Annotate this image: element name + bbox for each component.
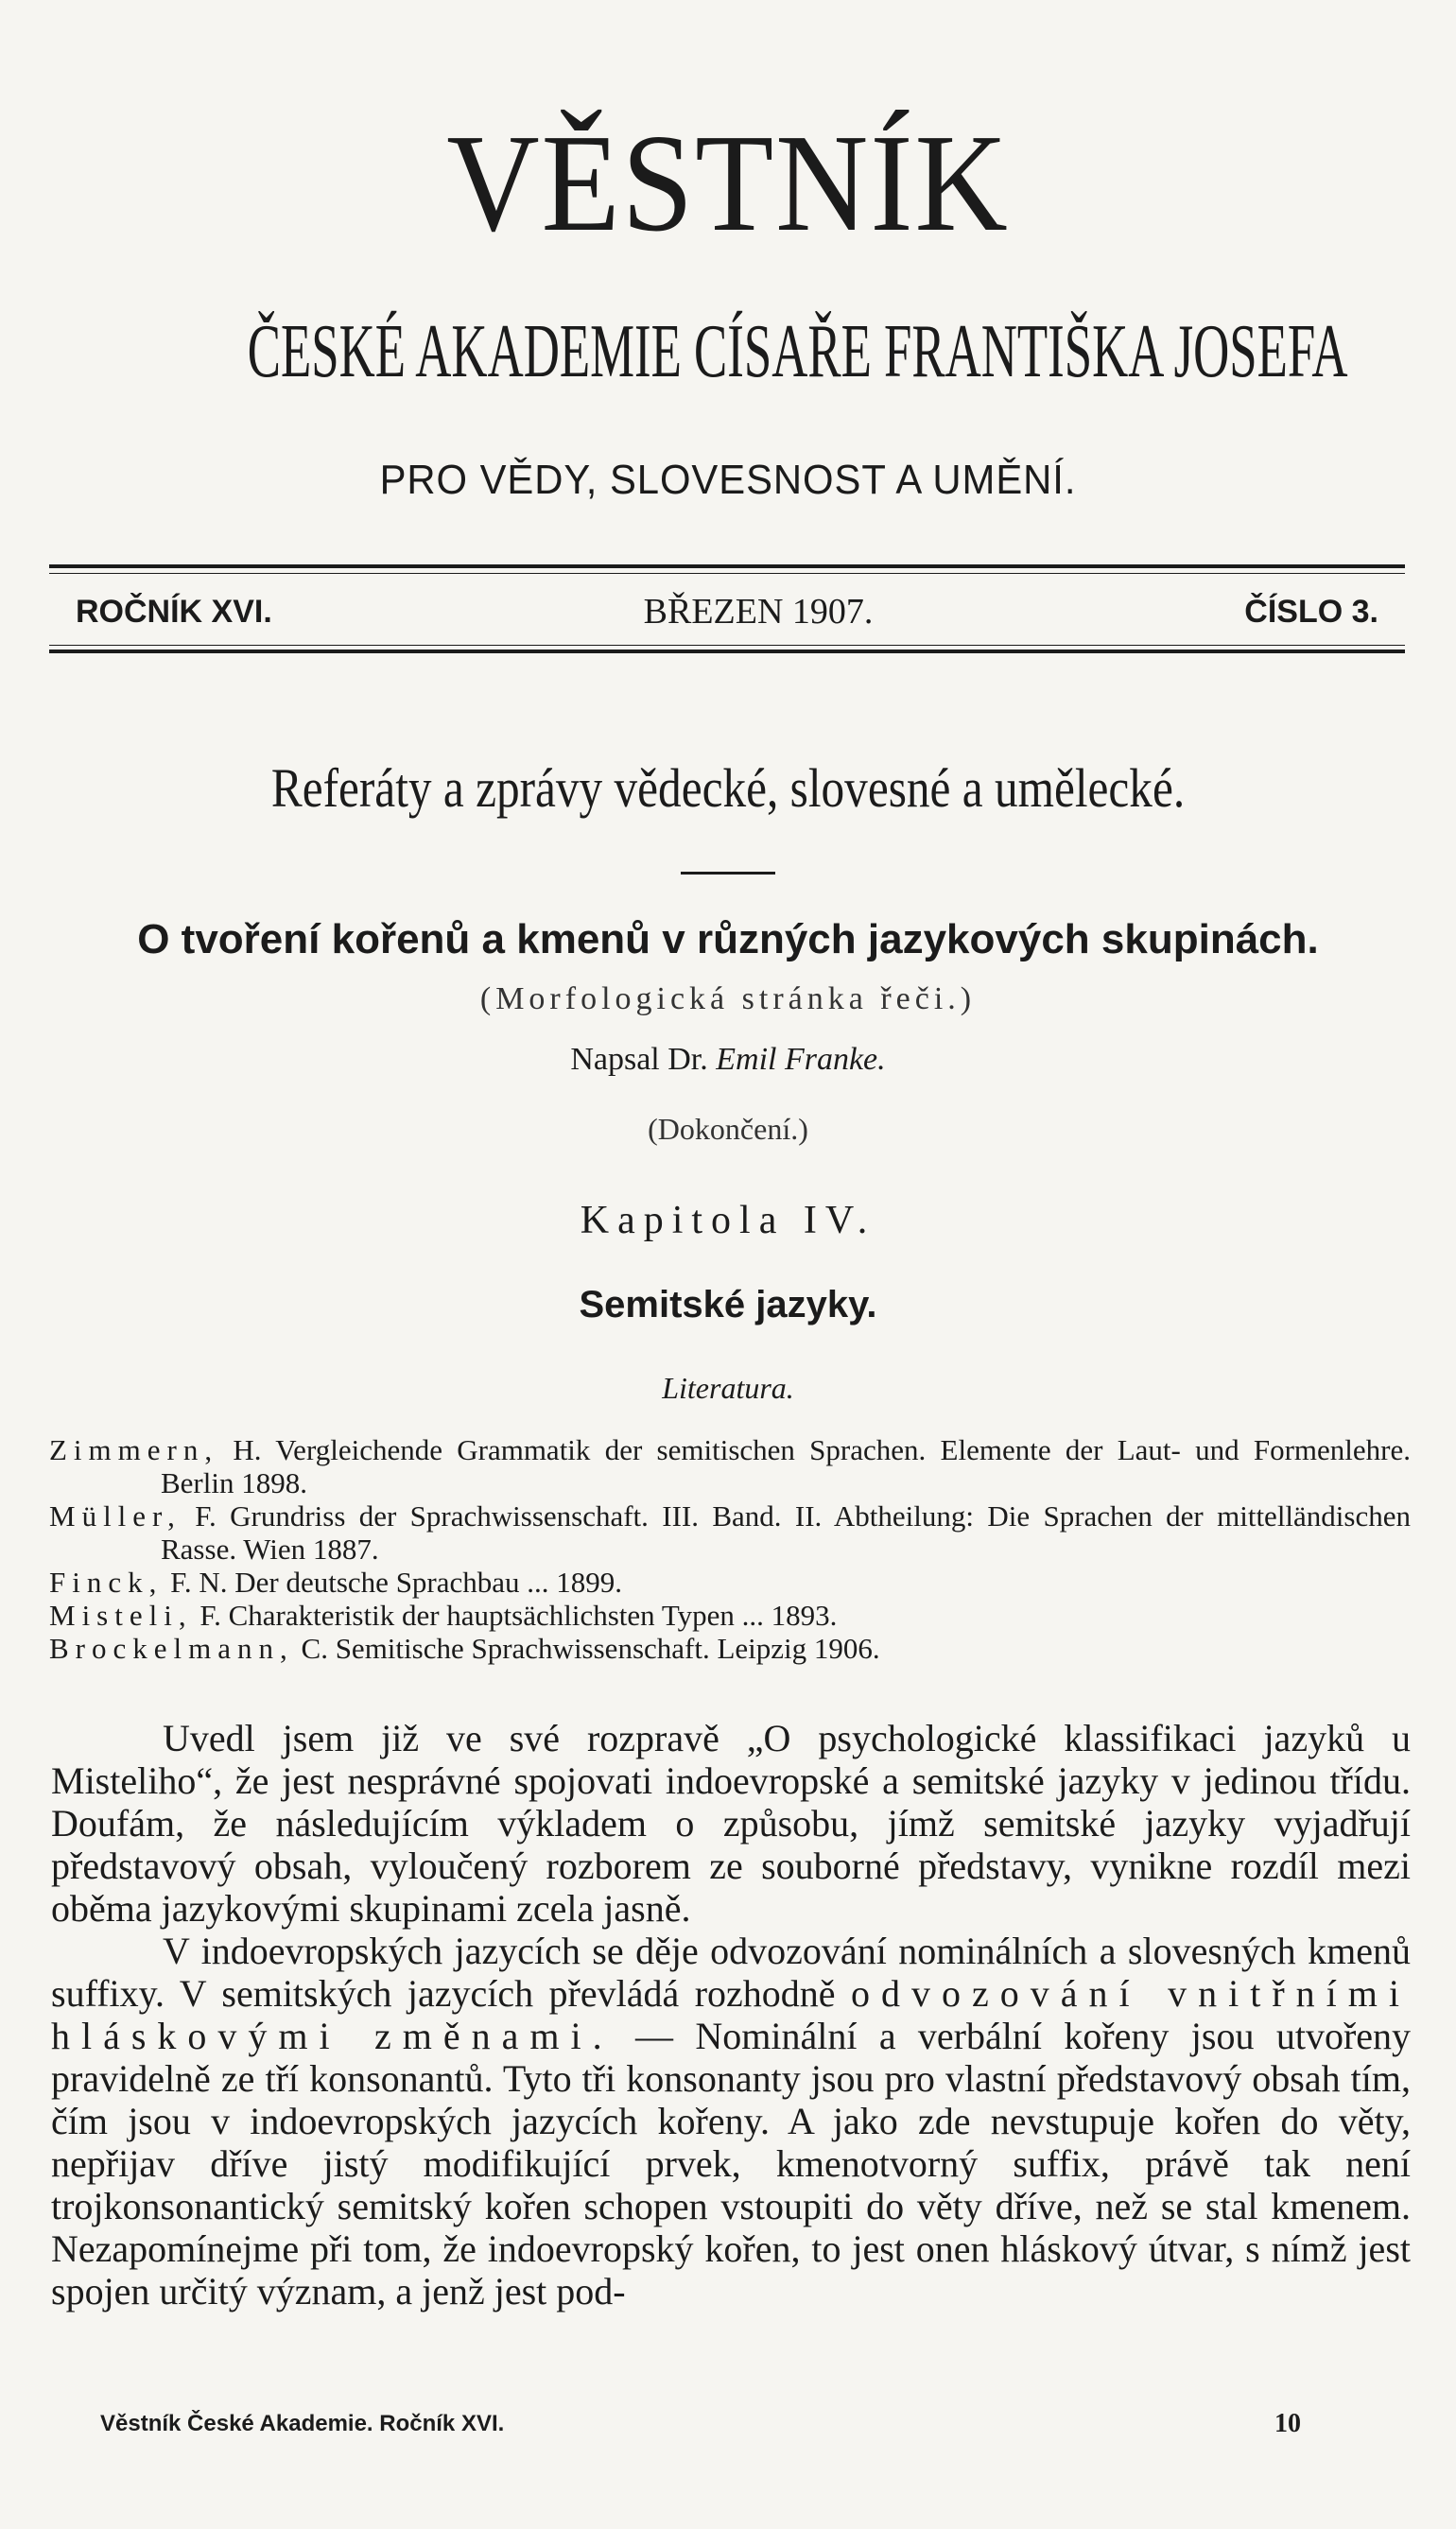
bib-text: F. N. Der deutsche Sprachbau ... 1899. [170, 1566, 623, 1599]
bib-author: Misteli, [49, 1599, 193, 1632]
article-subtitle: (Morfologická stránka řeči.) [479, 981, 977, 1016]
rule-thin-top [49, 573, 1405, 574]
rule-thick-top [49, 564, 1405, 568]
chapter-number: Kapitola IV. [580, 1199, 876, 1242]
issue-number: ČÍSLO 3. [1244, 594, 1378, 630]
journal-subtitle: ČESKÉ AKADEMIE CÍSAŘE FRANTIŠKA JOSEFA [247, 310, 1348, 393]
bib-author: Finck, [49, 1566, 164, 1599]
body-paragraph-2 [51, 1930, 1411, 2312]
journal-title: VĚSTNÍK [446, 106, 1010, 261]
rule-thick-bottom [49, 650, 1405, 653]
issue-date: BŘEZEN 1907. [643, 592, 874, 632]
literature-heading: Literatura. [662, 1371, 794, 1405]
bib-text: C. Semitische Sprachwissenschaft. Leipzig 1906. [301, 1632, 880, 1665]
body-paragraph-2-end: — Nominální a verbální kořeny jsou utvořeny pravidelně ze tří konsonantů. Tyto tři konsonanty jsou pro vlastní představový obsah tím, čím jsou v indoevropských jazycích kořeny. A jako zde nevstupuje kořen do věty, nepřijav dříve jistý modifikující prvek, kmenotvorný suffix, právě tak není trojkonsonantický semitský kořen schopen vstoupiti do věty dříve, než se stal kmenem. Nezapomínejme při tom, že indoevropský kořen, to jest onen hláskový útvar, s nímž jest spojen určitý význam, a jenž jest pod- [51, 2015, 1412, 2312]
body-paragraph-1: Uvedl jsem již ve své rozpravě „O psychologické klassifikaci jazyků u Misteliho“, že jest nesprávné spojovati indoevropské a semitské jazyky v jedinou třídu. Doufám, že následujícím výkladem o způsobu, jímž semitské jazyky vyjadřují představový obsah, vyloučený rozborem ze souborné představy, vynikne rozdíl mezi oběma jazykovými skupinami zcela jasně. [51, 1717, 1411, 1930]
bib-text: F. Charakteristik der hauptsächlichsten Typen ... 1893. [199, 1599, 838, 1632]
journal-subtitle-secondary: PRO VĚDY, SLOVESNOST A UMĚNÍ. [379, 457, 1077, 503]
author-name: Emil Franke. [716, 1042, 886, 1077]
bib-author: Müller, [49, 1499, 182, 1533]
bibliography-entry [49, 1632, 1411, 1665]
bib-author: Brockelmann, [49, 1632, 294, 1665]
bibliography-entry [49, 1566, 1411, 1599]
rule-thin-bottom [49, 645, 1405, 646]
chapter-heading: Semitské jazyky. [579, 1284, 877, 1325]
issue-info-row [76, 588, 1378, 635]
author-prefix: Napsal Dr. [570, 1042, 708, 1077]
body-paragraph-2-start: V indoevropských jazycích se děje odvozování nominálních a slovesných kmenů suffixy. V semitských jazycích převládá rozhodně [51, 1930, 1411, 2015]
section-heading: Referáty a zprávy vědecké, slovesné a umělecké. [270, 757, 1186, 819]
article-body [51, 1717, 1411, 2312]
emphasized-phrase: odvozování vnitřními hláskovými změnami. [51, 1972, 1412, 2057]
footer-journal: Věstník České Akademie. Ročník XVI. [100, 2411, 505, 2436]
issue-volume: ROČNÍK XVI. [76, 594, 272, 630]
bibliography-entry [49, 1433, 1411, 1499]
bib-text: H. Vergleichende Grammatik der semitischen Sprachen. Elemente der Laut- und Formenlehre. Berlin 1898. [161, 1433, 1412, 1499]
continuation-note: (Dokončení.) [648, 1112, 808, 1146]
bibliography-entry [49, 1499, 1411, 1566]
article-title: O tvoření kořenů a kmenů v různých jazykových skupinách. [137, 916, 1319, 962]
page-number: 10 [1274, 2409, 1301, 2438]
author-line [0, 1044, 1456, 1076]
bibliography-list [49, 1433, 1411, 1665]
bib-author: Zimmern, [49, 1433, 219, 1466]
section-divider [681, 872, 775, 875]
bib-text: F. Grundriss der Sprachwissenschaft. III. Band. II. Abtheilung: Die Sprachen der mittelländischen Rasse. Wien 1887. [161, 1499, 1411, 1566]
bibliography-entry [49, 1599, 1411, 1632]
